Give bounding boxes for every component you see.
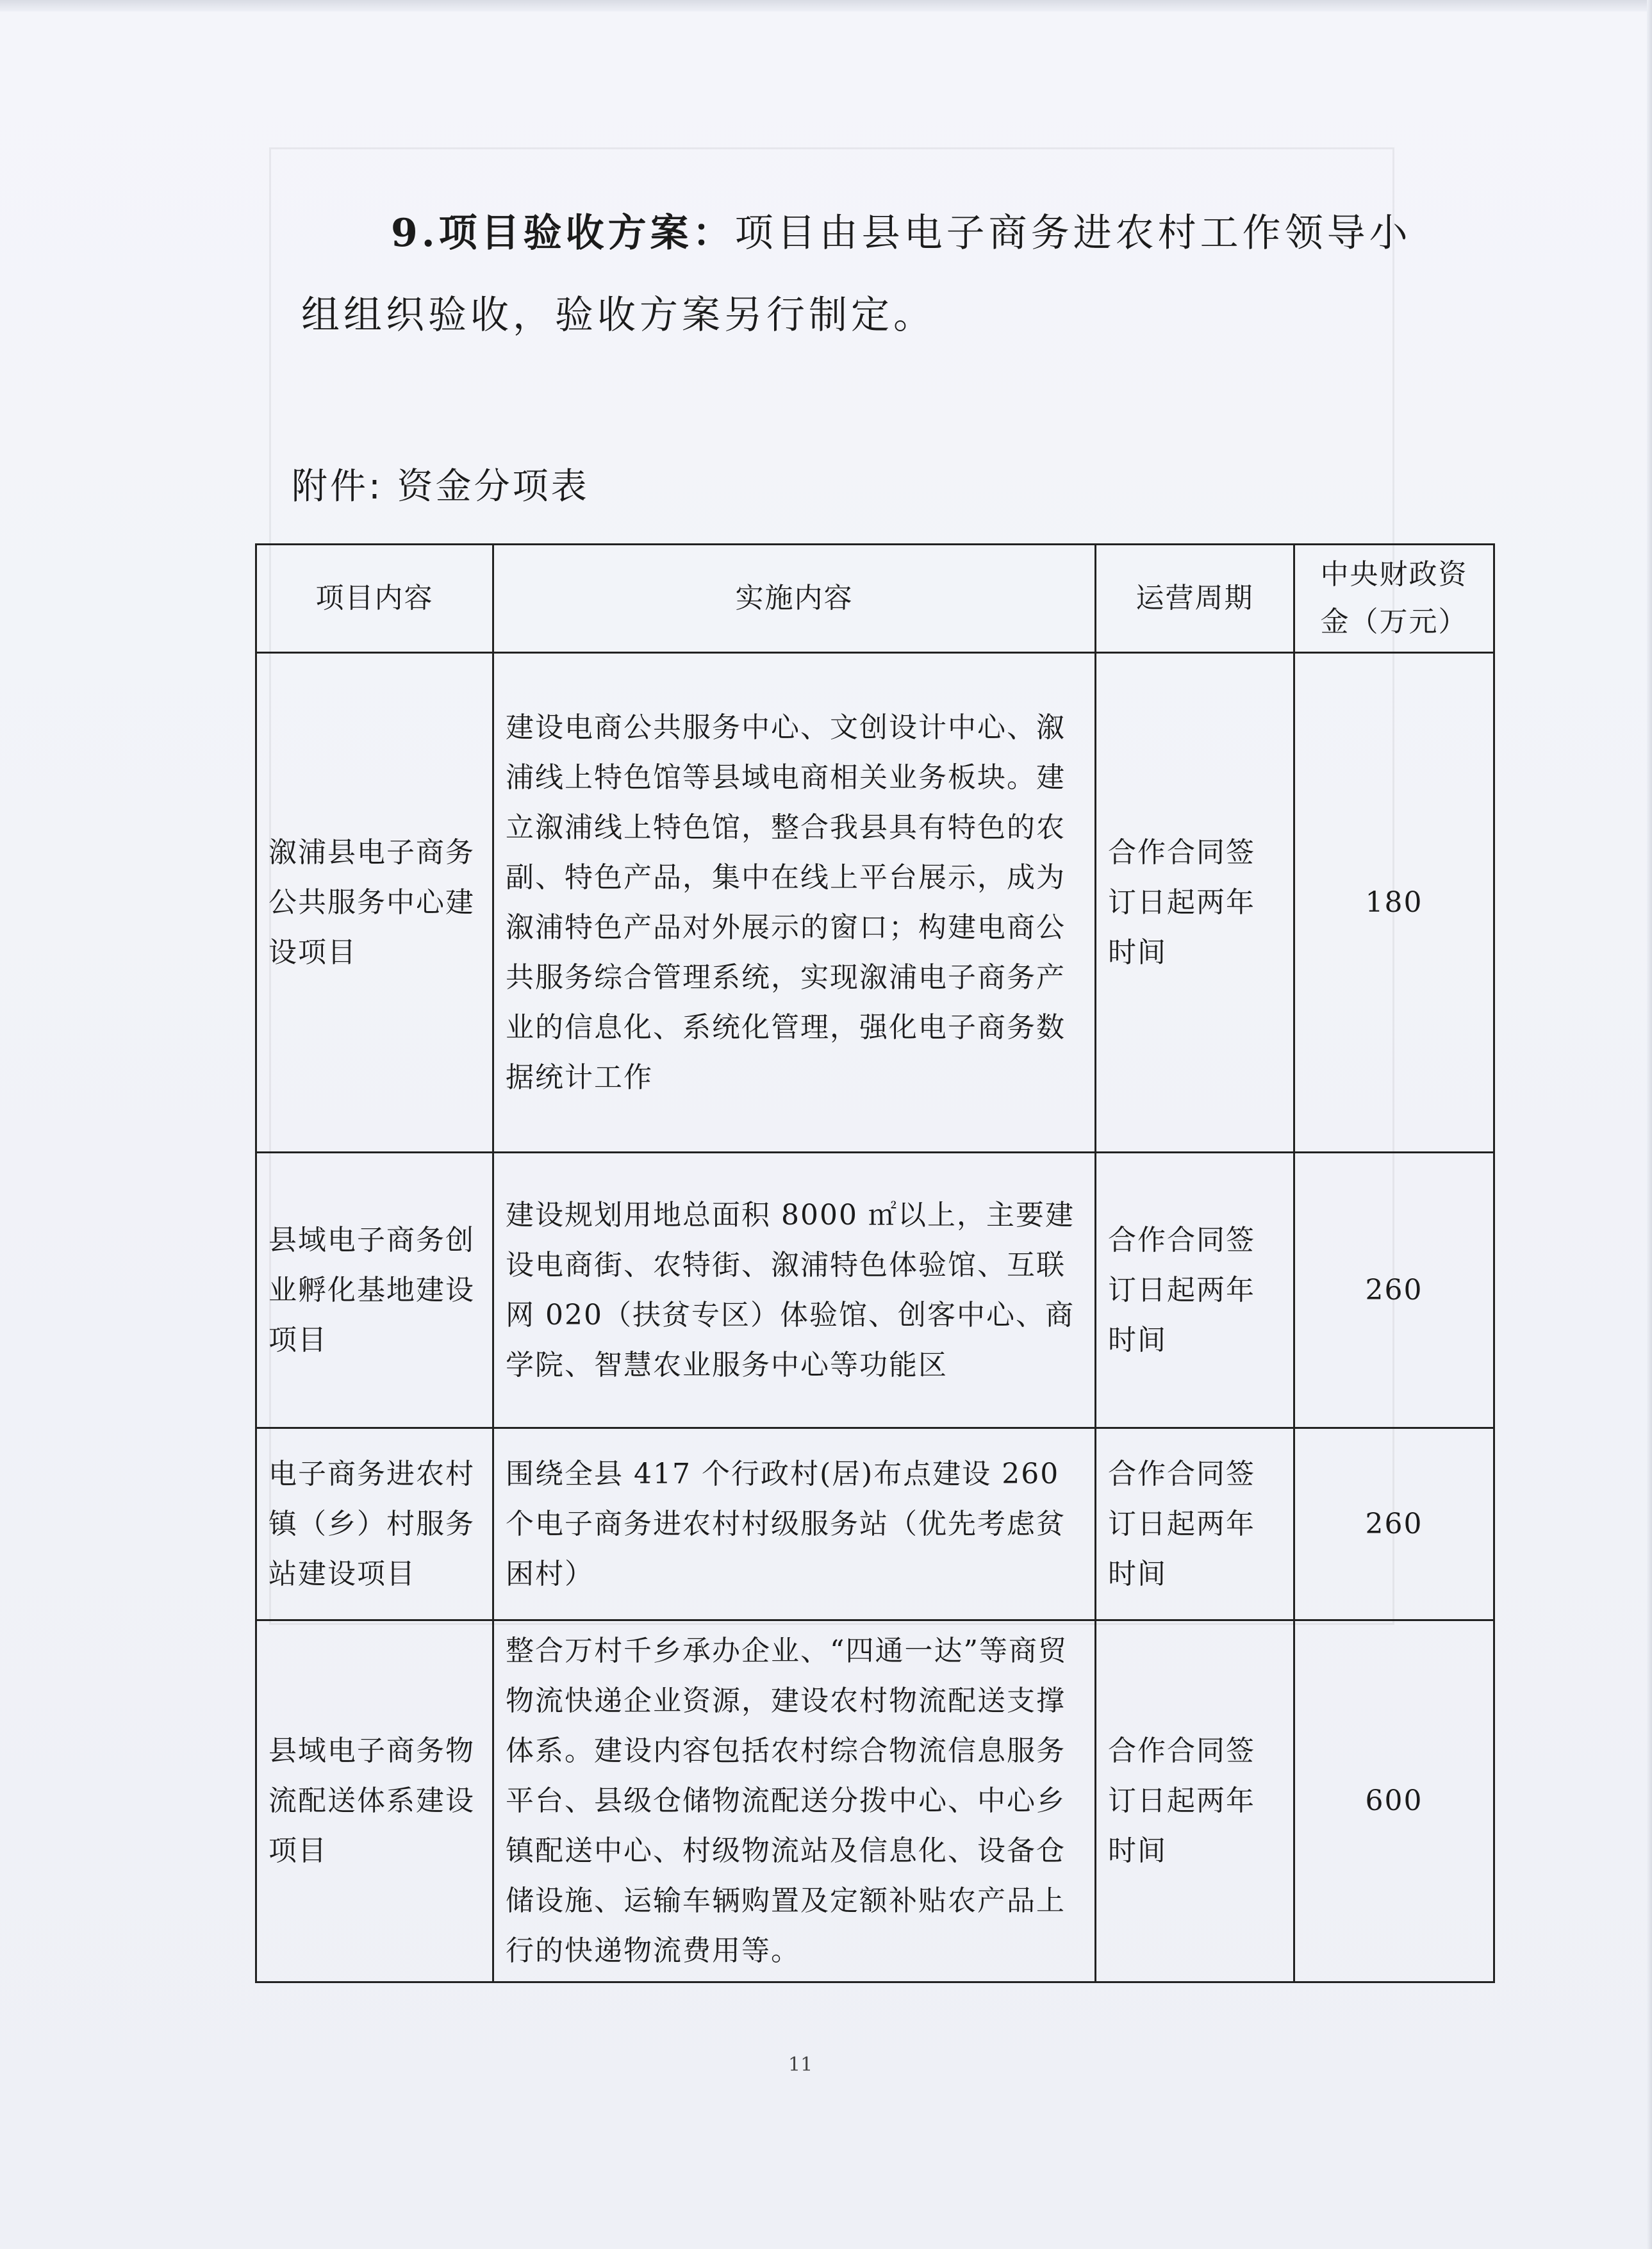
funding-breakdown-table	[255, 543, 1495, 1983]
row-central-funds: 600	[1294, 1620, 1494, 1982]
row-operation-period: 合作合同签订日起两年时间	[1096, 1620, 1294, 1982]
scan-top-edge	[0, 0, 1652, 12]
header-operation-period: 运营周期	[1096, 545, 1294, 653]
row-implementation-content: 整合万村千乡承办企业、“四通一达”等商贸物流快递企业资源，建设农村物流配送支撑体系。建设内容包括农村综合物流信息服务平台、县级仓储物流配送分拨中心、中心乡镇配送中心、村级物流站及信息化、设备仓储设施、运输车辆购置及定额补贴农产品上行的快递物流费用等。	[493, 1620, 1096, 1982]
row-project-name: 电子商务进农村镇（乡）村服务站建设项目	[256, 1428, 493, 1620]
row-central-funds: 180	[1294, 653, 1494, 1153]
annex-title: 附件: 资金分项表	[292, 466, 590, 507]
table-header-row	[256, 545, 1494, 653]
row-implementation-content: 建设规划用地总面积 8000 ㎡以上，主要建设电商街、农特街、溆浦特色体验馆、互联网 020（扶贫专区）体验馆、创客中心、商学院、智慧农业服务中心等功能区	[493, 1153, 1096, 1428]
scan-right-edge	[1647, 0, 1652, 2249]
row-central-funds: 260	[1294, 1153, 1494, 1428]
page-number: 11	[788, 2054, 813, 2076]
section-9-heading: 9.项目验收方案：	[391, 211, 735, 256]
row-project-name: 县域电子商务物流配送体系建设项目	[256, 1620, 493, 1982]
section-9-line2: 组组织验收，验收方案另行制定。	[301, 293, 936, 338]
row-operation-period: 合作合同签订日起两年时间	[1096, 1153, 1294, 1428]
row-operation-period: 合作合同签订日起两年时间	[1096, 653, 1294, 1153]
row-implementation-content: 建设电商公共服务中心、文创设计中心、溆浦线上特色馆等县域电商相关业务板块。建立溆浦线上特色馆，整合我县具有特色的农副、特色产品，集中在线上平台展示，成为溆浦特色产品对外展示的窗口；构建电商公共服务综合管理系统，实现溆浦电子商务产业的信息化、系统化管理，强化电子商务数据统计工作	[493, 653, 1096, 1153]
section-9-paragraph	[301, 192, 1429, 356]
header-implementation-content: 实施内容	[493, 545, 1096, 653]
row-implementation-content: 围绕全县 417 个行政村(居)布点建设 260 个电子商务进农村村级服务站（优先考虑贫困村）	[493, 1428, 1096, 1620]
table-row	[256, 1620, 1494, 1982]
header-central-funds: 中央财政资金（万元）	[1294, 545, 1494, 653]
table-row	[256, 653, 1494, 1153]
row-project-name: 溆浦县电子商务公共服务中心建设项目	[256, 653, 493, 1153]
table-row	[256, 1153, 1494, 1428]
section-9-line1: 项目由县电子商务进农村工作领导小	[734, 211, 1412, 256]
row-central-funds: 260	[1294, 1428, 1494, 1620]
header-project-content: 项目内容	[256, 545, 493, 653]
row-project-name: 县域电子商务创业孵化基地建设项目	[256, 1153, 493, 1428]
row-operation-period: 合作合同签订日起两年时间	[1096, 1428, 1294, 1620]
table-row	[256, 1428, 1494, 1620]
